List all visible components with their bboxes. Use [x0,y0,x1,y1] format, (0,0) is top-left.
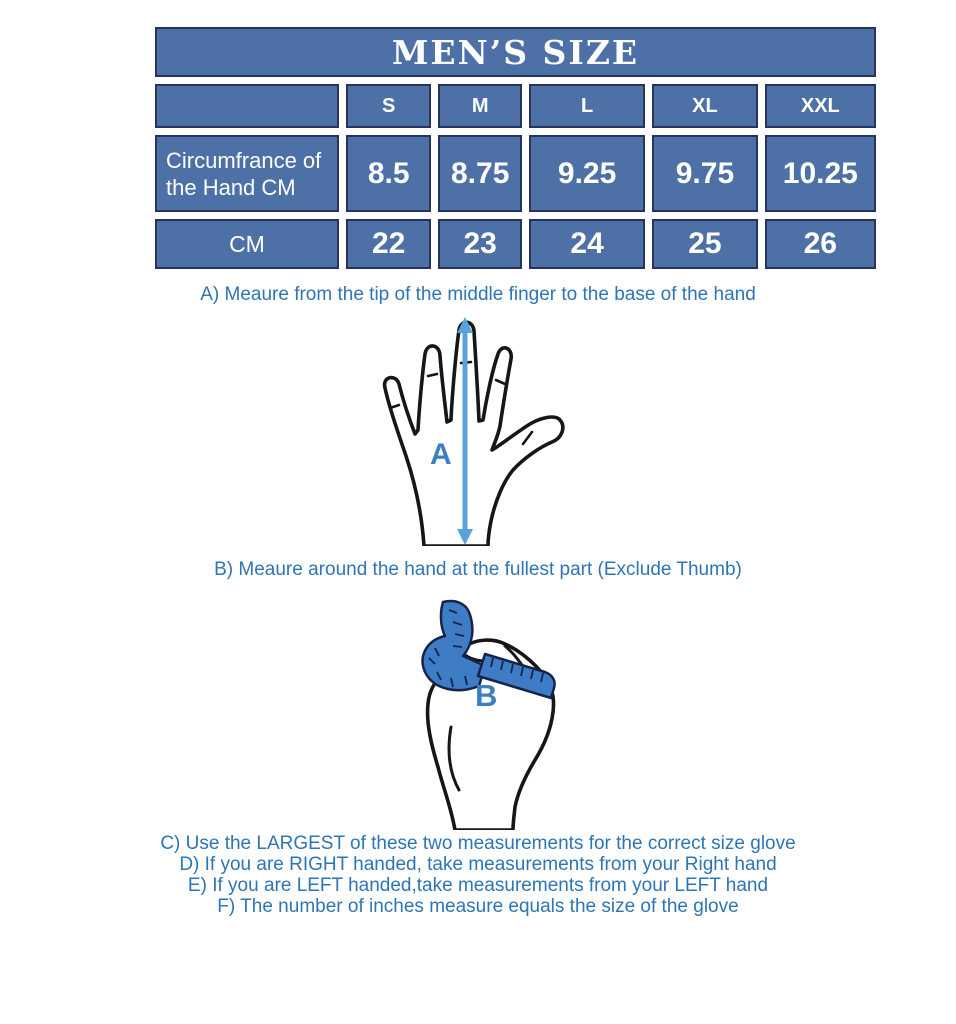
column-header-l: L [529,84,645,128]
column-header-s: S [346,84,432,128]
table-title: MEN’S SIZE [155,27,876,77]
cm-value-m: 23 [438,219,522,269]
hand-girth-diagram [393,592,578,830]
row-label-cm: CM [155,219,339,269]
mens-size-table [155,27,876,269]
circumference-value-l: 9.25 [529,135,645,212]
hand-length-diagram [372,316,587,546]
instruction-line-d: D) If you are RIGHT handed, take measurements from your Right hand [179,854,777,875]
circumference-value-xl: 9.75 [652,135,757,212]
column-header-xl: XL [652,84,757,128]
column-header-blank [155,84,339,128]
instruction-line-f: F) The number of inches measure equals the size of the glove [217,896,739,917]
row-label-circumference: Circumfrance of the Hand CM [155,135,339,212]
column-header-xxl: XXL [765,84,876,128]
instruction-block-cf [0,833,956,917]
circumference-value-m: 8.75 [438,135,522,212]
circumference-value-xxl: 10.25 [765,135,876,212]
instruction-line-a: A) Meaure from the tip of the middle finger to the base of the hand [200,284,756,305]
hand-outline [385,322,563,546]
hand-girth-letter: B [475,678,498,713]
cm-value-l: 24 [529,219,645,269]
cm-value-xl: 25 [652,219,757,269]
hand-length-letter: A [430,438,452,471]
instruction-line-b: B) Meaure around the hand at the fullest part (Exclude Thumb) [214,559,742,580]
column-header-m: M [438,84,522,128]
cm-value-xxl: 26 [765,219,876,269]
circumference-value-s: 8.5 [346,135,432,212]
cm-value-s: 22 [346,219,432,269]
instruction-line-c: C) Use the LARGEST of these two measurements for the correct size glove [160,833,796,854]
instruction-line-e: E) If you are LEFT handed,take measurements from your LEFT hand [187,875,769,896]
